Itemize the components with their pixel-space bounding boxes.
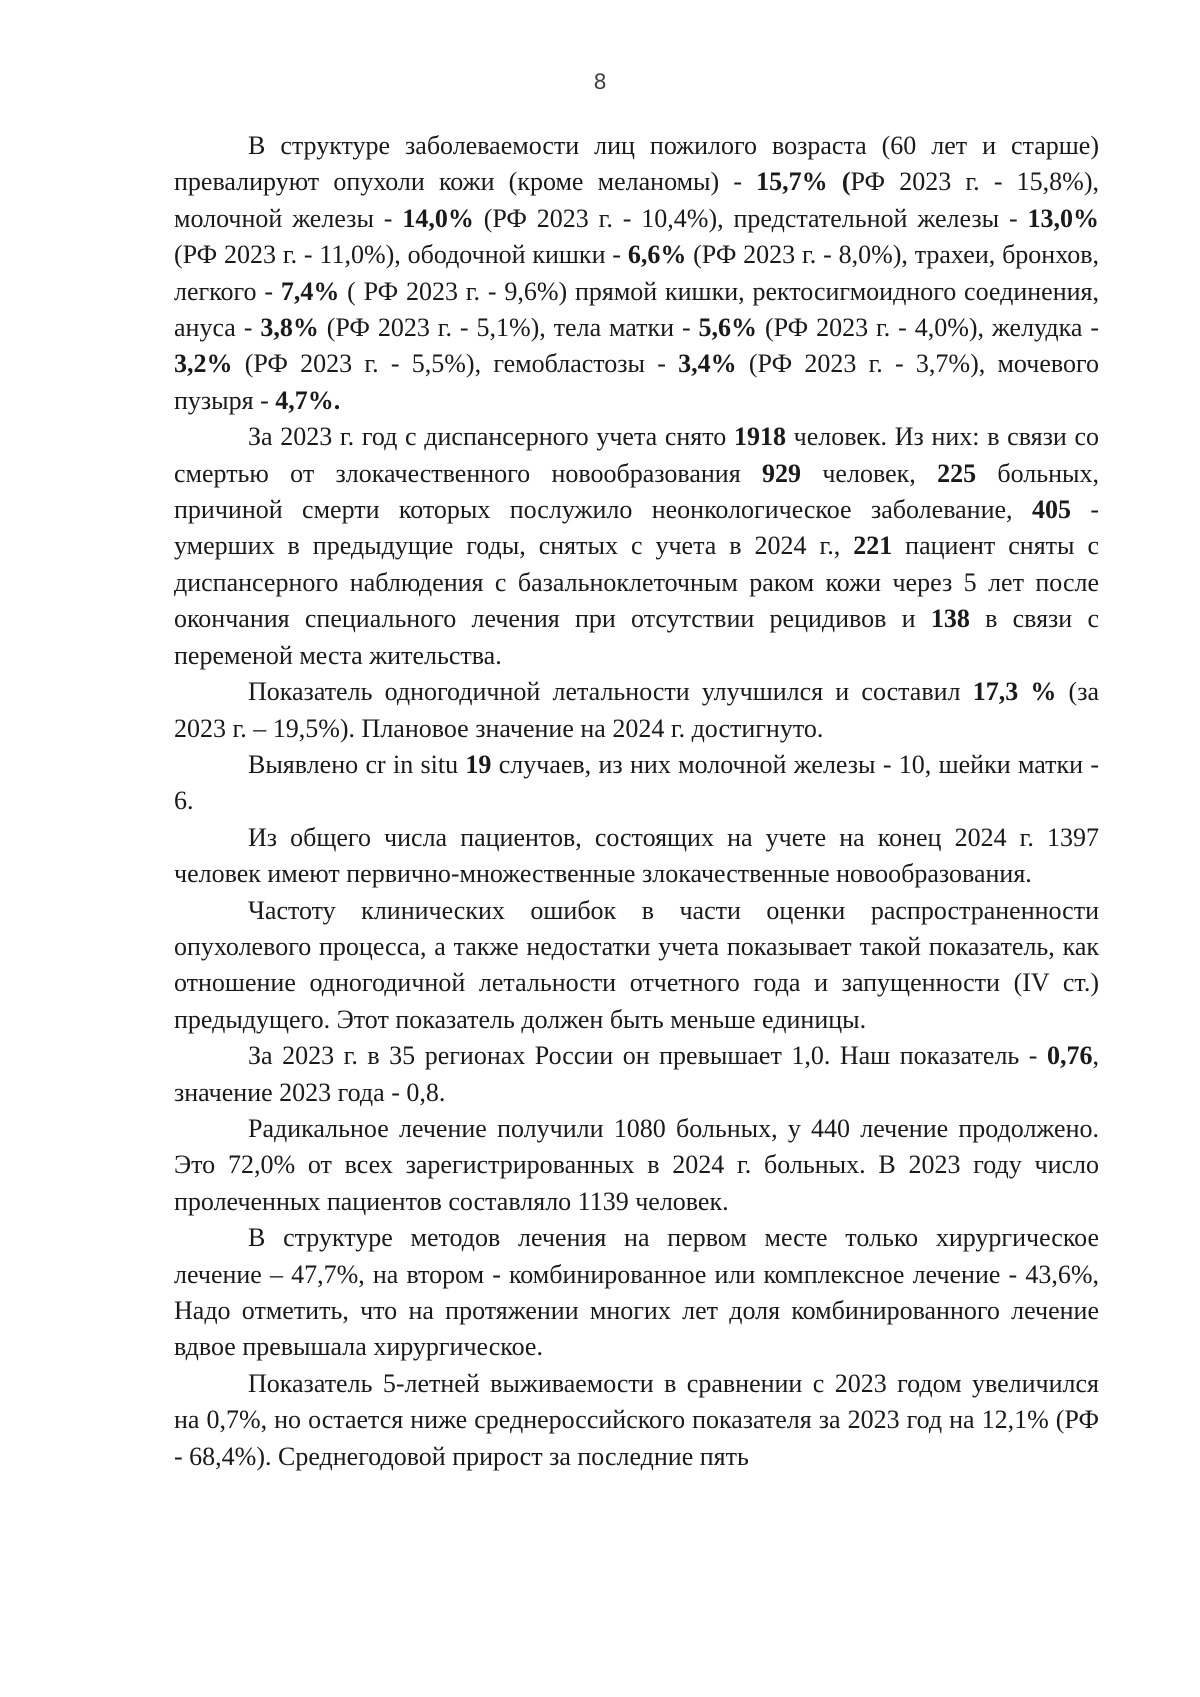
text-run: В структуре методов лечения на первом месте только хирургическое лечение – 47,7%, на втором - комбинированное или комплексное лечение - 43,6%, Надо отметить, что на протяжении многих лет доля комбинированного лечение вдвое превышала хирургическое. <box>174 1223 1099 1362</box>
bold-value: 5,6% <box>698 313 758 343</box>
page-number: 8 <box>593 70 607 94</box>
paragraph-5 <box>174 820 1099 893</box>
bold-value: 6,6% <box>627 240 687 270</box>
text-run: Частоту клинических ошибок в части оценки распространенности опухолевого процесса, а также недостатки учета показывает такой показатель, как отношение одногодичной летальности отчетного года и запущенности (IV ст.) предыдущего. Этот показатель должен быть меньше единицы. <box>174 895 1099 1034</box>
bold-value: 3,8% <box>260 313 319 343</box>
text-run: в связи с переменой места жительства. <box>174 604 1099 670</box>
bold-value: 0,76 <box>1047 1041 1093 1071</box>
bold-value: 15,7% ( <box>756 167 851 197</box>
document-body <box>174 128 1099 1475</box>
paragraph-10 <box>174 1366 1099 1475</box>
text-run: пациент сняты с диспансерного наблюдения с базальноклеточным раком кожи через 5 лет после окончания специального лечения при отсутствии рецидивов и <box>174 531 1100 634</box>
bold-value: 3,4% <box>678 349 737 379</box>
bold-value: 3,2% <box>174 349 233 379</box>
text-run: За 2023 г. год с диспансерного учета снято <box>248 422 734 452</box>
paragraph-6 <box>174 893 1099 1039</box>
paragraph-9 <box>174 1220 1099 1366</box>
text-run: Из общего числа пациентов, состоящих на учете на конец 2024 г. 1397 человек имеют первично-множественные злокачественные новообразования. <box>174 822 1099 889</box>
paragraph-8 <box>174 1111 1099 1220</box>
text-run: ( РФ 2023 г. - 9,6%) прямой кишки, ректосигмоидного соединения, ануса - <box>174 276 1099 343</box>
bold-value: 929 <box>762 458 802 488</box>
bold-value: 14,0% <box>402 203 474 233</box>
bold-value: 405 <box>1031 495 1071 525</box>
bold-value: 4,7%. <box>275 385 341 415</box>
text-run: Радикальное лечение получили 1080 больных, у 440 лечение продолжено. Это 72,0% от всех зарегистрированных в 2024 г. больных. В 2023 году число пролеченных пациентов составляло 1139 человек. <box>174 1113 1099 1216</box>
text-run: (РФ 2023 г. - 5,5%), гемобластозы - <box>232 349 679 379</box>
bold-value: 1918 <box>733 422 786 452</box>
text-run: (РФ 2023 г. - 4,0%), желудка - <box>757 313 1099 343</box>
text-run: человек. Из них: в связи со смертью от злокачественного новообразования <box>174 422 1099 488</box>
text-run: В структуре заболеваемости лиц пожилого возраста (60 лет и старше) превалируют опухоли кожи (кроме меланомы) - <box>174 131 1099 197</box>
text-run: (РФ 2023 г. - 5,1%), тела матки - <box>318 313 699 343</box>
text-run: больных, причиной смерти которых послужило неонкологическое заболевание, <box>174 458 1100 525</box>
text-run: Показатель 5-летней выживаемости в сравнении с 2023 годом увеличился на 0,7%, но остается ниже среднероссийского показателя за 2023 год на 12,1% (РФ - 68,4%). Среднегодовой прирост за последние пять <box>174 1368 1099 1471</box>
paragraph-4 <box>174 747 1099 820</box>
text-run: , значение 2023 года - 0,8. <box>174 1041 1099 1107</box>
text-run: Выявлено cr in situ <box>248 749 466 779</box>
bold-value: 225 <box>937 458 977 488</box>
text-run: человек, <box>801 458 938 488</box>
text-run: За 2023 г. в 35 регионах России он превышает 1,0. Наш показатель - <box>248 1041 1047 1071</box>
bold-value: 221 <box>853 531 893 561</box>
bold-value: 13,0% <box>1027 203 1099 233</box>
text-run: Показатель одногодичной летальности улучшился и составил <box>248 677 973 707</box>
text-run: (РФ 2023 г. - 8,0%), трахеи, бронхов, легкого - <box>174 240 1099 306</box>
text-run: (РФ 2023 г. - 11,0%), ободочной кишки - <box>174 240 628 270</box>
bold-value: 17,3 % <box>972 677 1057 707</box>
text-run: (РФ 2023 г. - 3,7%), мочевого пузыря - <box>174 349 1099 415</box>
paragraph-7 <box>174 1038 1099 1111</box>
paragraph-3 <box>174 674 1099 747</box>
bold-value: 19 <box>465 749 492 779</box>
text-run: (за 2023 г. – 19,5%). Плановое значение на 2024 г. достигнуто. <box>174 677 1099 743</box>
bold-value: 7,4% <box>280 276 340 306</box>
text-run: (РФ 2023 г. - 10,4%), предстательной железы - <box>473 203 1028 233</box>
text-run: РФ 2023 г. - 15,8%), молочной железы - <box>174 167 1099 233</box>
paragraph-1 <box>174 128 1099 419</box>
paragraph-2 <box>174 419 1099 674</box>
text-run: - умерших в предыдущие годы, снятых с учета в 2024 г., <box>174 495 1099 561</box>
text-run: случаев, из них молочной железы - 10, шейки матки - 6. <box>174 749 1099 816</box>
bold-value: 138 <box>930 604 970 634</box>
